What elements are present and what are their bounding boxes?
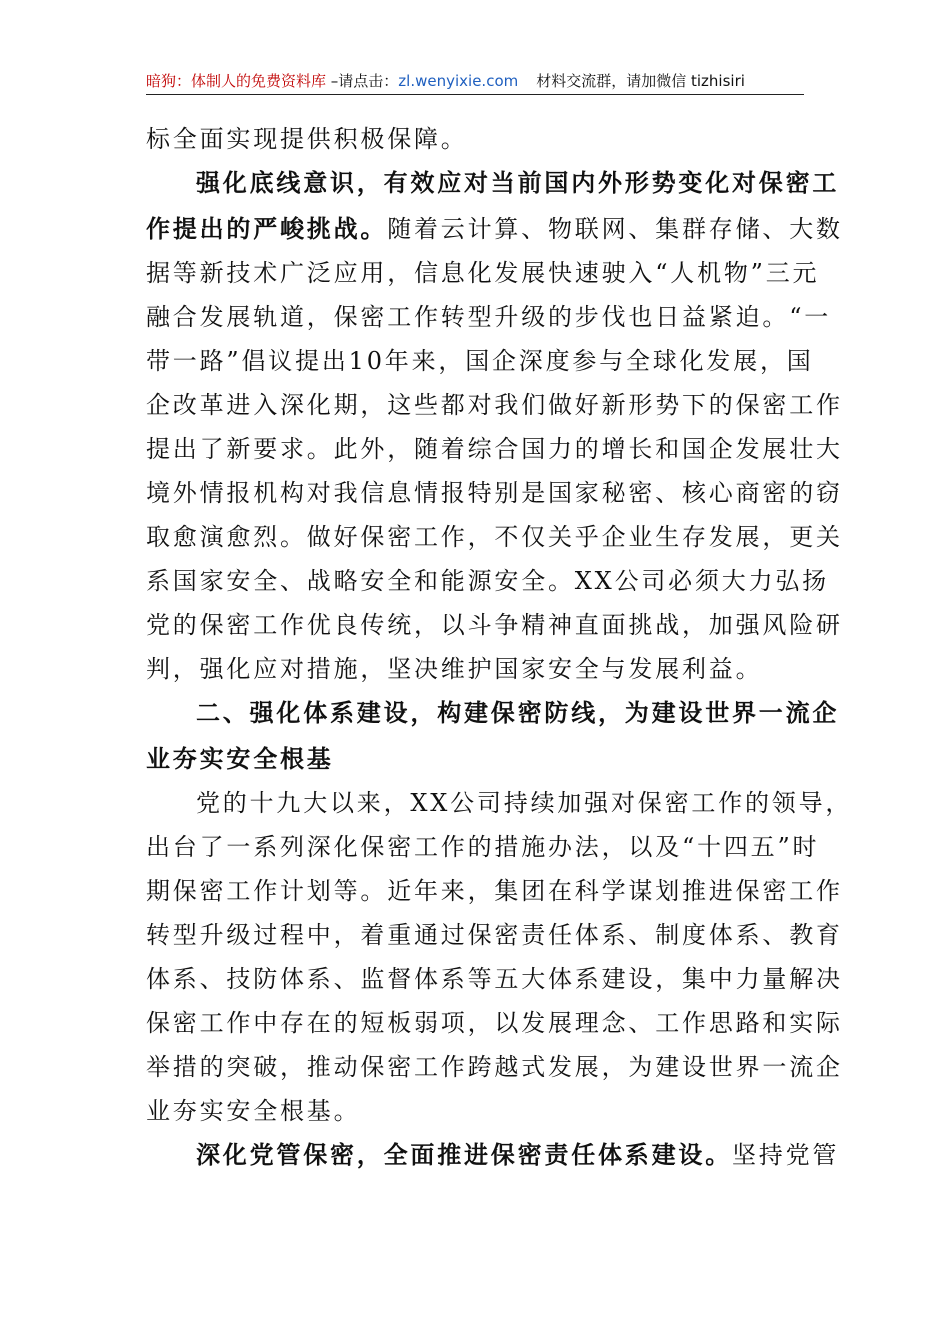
section-heading-cont: 业夯实安全根基: [146, 744, 334, 773]
text-line: 出台了一系列深化保密工作的措施办法，以及“十四五”时: [146, 833, 820, 861]
text-line: 保密工作中存在的短板弱项，以发展理念、工作思路和实际: [146, 1009, 843, 1037]
text-line: 取愈演愈烈。做好保密工作，不仅关乎企业生存发展，更关: [146, 523, 843, 551]
text-line: 判，强化应对措施，坚决维护国家安全与发展利益。: [146, 655, 763, 683]
text-line: 标全面实现提供积极保障。: [146, 125, 468, 153]
text-line: 提出了新要求。此外，随着综合国力的增长和国企发展壮大: [146, 435, 843, 463]
text-line: 期保密工作计划等。近年来，集团在科学谋划推进保密工作: [146, 877, 843, 905]
text-line: 转型升级过程中，着重通过保密责任体系、制度体系、教育: [146, 921, 843, 949]
text-line: 作提出的严峻挑战。随着云计算、物联网、集群存储、大数: [146, 214, 843, 243]
text-line: 带一路”倡议提出10年来，国企深度参与全球化发展，国: [146, 347, 814, 375]
text-line: 体系、技防体系、监督体系等五大体系建设，集中力量解决: [146, 965, 843, 993]
text-line: 境外情报机构对我信息情报特别是国家秘密、核心商密的窃: [146, 479, 843, 507]
text-line: 业夯实安全根基。: [146, 1097, 361, 1125]
section-heading: 二、强化体系建设，构建保密防线，为建设世界一流企: [196, 698, 840, 727]
text-line: 企改革进入深化期，这些都对我们做好新形势下的保密工作: [146, 391, 843, 419]
header-link[interactable]: zl.wenyixie.com: [398, 72, 519, 90]
text-line: 党的保密工作优良传统，以斗争精神直面挑战，加强风险研: [146, 611, 843, 639]
document-body: [146, 117, 853, 1179]
paragraph-heading-line: 强化底线意识，有效应对当前国内外形势变化对保密工: [196, 168, 840, 197]
text-line: 党的十九大以来，XX公司持续加强对保密工作的领导，: [196, 789, 853, 817]
paragraph-heading-line: 深化党管保密，全面推进保密责任体系建设。坚持党管: [196, 1140, 840, 1169]
header-link-label: –请点击：: [326, 72, 399, 90]
header-group-info: 材料交流群，请加微信 tizhisiri: [536, 72, 745, 90]
page-header: [146, 70, 804, 95]
header-brand: 暗狗：体制人的免费资料库: [146, 72, 327, 90]
text-line: 系国家安全、战略安全和能源安全。XX公司必须大力弘扬: [146, 567, 829, 595]
text-line: 据等新技术广泛应用，信息化发展快速驶入“人机物”三元: [146, 259, 820, 287]
text-line: 举措的突破，推动保密工作跨越式发展，为建设世界一流企: [146, 1053, 843, 1081]
text-line: 融合发展轨道，保密工作转型升级的步伐也日益紧迫。“一: [146, 303, 832, 331]
